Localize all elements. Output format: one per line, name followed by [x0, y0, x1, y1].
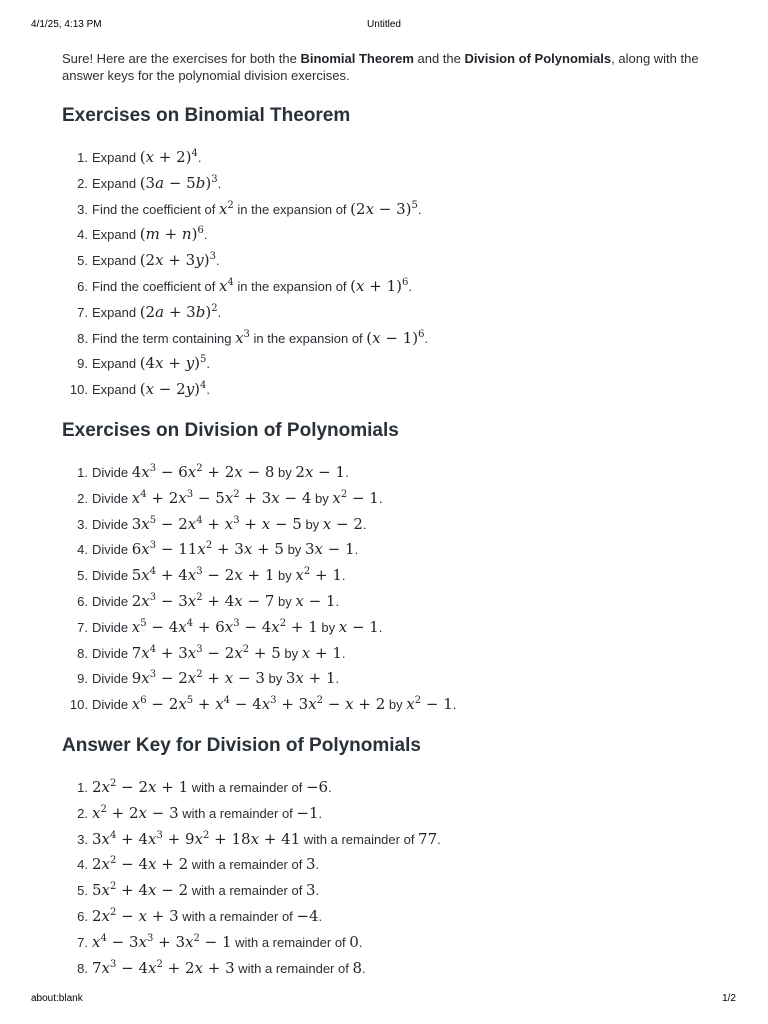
- item-text: in the expansion of: [249, 330, 367, 346]
- item-text: Divide: [92, 465, 132, 480]
- intro-text: , along with the answer keys for the polynomial division exercises.: [62, 51, 699, 83]
- math-expression: x − 1: [338, 617, 379, 636]
- item-text: by: [385, 697, 407, 713]
- list-item: [62, 351, 428, 377]
- math-expression: $(m + n)^6$: [139, 225, 204, 244]
- math-expression: $2x^2 - 2x + 1$: [92, 778, 189, 796]
- item-number: 8.: [77, 960, 88, 976]
- item-text: .: [217, 304, 222, 320]
- division-exercise-list: [62, 460, 456, 718]
- heading-division: Exercises on Division of Polynomials: [62, 420, 399, 441]
- math-expression: $(2x + 3y)^3$: [139, 251, 216, 270]
- item-text: Expand: [92, 382, 140, 398]
- document-page: [38, 44, 731, 984]
- list-item: [62, 852, 441, 878]
- item-text: .: [341, 568, 346, 584]
- math-expression: 0: [349, 932, 359, 951]
- print-header: [0, 19, 768, 33]
- math-expression: $x^2 + 2x - 3$: [92, 803, 179, 822]
- item-text: .: [354, 542, 359, 558]
- math-expression: $x^3$: [235, 328, 250, 347]
- math-expression: $7x^3 - 4x^2 + 2x + 3$: [92, 958, 235, 977]
- item-text: by: [311, 490, 333, 506]
- heading-binomial: Exercises on Binomial Theorem: [62, 105, 351, 126]
- math-expression: 8: [352, 958, 362, 977]
- list-item: [62, 775, 441, 801]
- item-text: by: [274, 568, 296, 584]
- item-text: .: [318, 908, 323, 924]
- item-text: Find the term containing: [92, 330, 236, 346]
- list-item: [62, 460, 456, 486]
- math-expression: −6: [305, 778, 329, 796]
- heading-answer-key: Answer Key for Division of Polynomials: [62, 735, 421, 756]
- item-text: with a remainder of: [231, 934, 350, 950]
- math-expression: $(x - 1)^6$: [366, 328, 425, 347]
- math-expression: 3: [305, 881, 316, 900]
- item-number: 5.: [77, 883, 88, 899]
- list-item: [62, 827, 441, 853]
- item-number: 4.: [77, 857, 88, 873]
- item-number: 4.: [77, 227, 88, 243]
- item-text: Find the coefficient of: [92, 278, 219, 294]
- list-item: [62, 274, 428, 300]
- item-text: .: [424, 330, 429, 346]
- item-text: Divide: [92, 516, 132, 532]
- item-text: .: [452, 697, 457, 713]
- item-text: Expand: [92, 304, 140, 320]
- math-expression: $x^4 + 2x^3 - 5x^2 + 3x - 4$: [131, 488, 312, 507]
- item-text: Divide: [92, 490, 132, 506]
- list-item: [62, 615, 456, 641]
- math-expression: $2x^3 - 3x^2 + 4x - 7$: [131, 591, 275, 610]
- list-item: [62, 563, 456, 589]
- item-text: .: [203, 227, 208, 243]
- document-content: [62, 44, 712, 977]
- item-text: with a remainder of: [188, 883, 306, 899]
- math-expression: $9x^3 - 2x^2 + x - 3$: [131, 669, 265, 688]
- answer-key-list: [62, 775, 441, 981]
- math-expression: $(x + 2)^4$: [139, 148, 198, 166]
- item-text: in the expansion of: [233, 201, 351, 217]
- math-expression: $(2x - 3)^5$: [350, 199, 418, 218]
- item-text: Divide: [92, 568, 132, 584]
- item-text: by: [274, 593, 296, 609]
- list-item: [62, 171, 428, 197]
- item-text: .: [362, 516, 367, 532]
- item-text: Find the coefficient of: [92, 201, 219, 217]
- list-item: [62, 326, 428, 352]
- item-text: by: [280, 645, 302, 661]
- list-item: [62, 197, 428, 223]
- item-text: in the expansion of: [233, 278, 351, 294]
- math-expression: −4: [296, 906, 319, 925]
- intro-bold-division: Division of Polynomials: [464, 51, 612, 66]
- math-expression: 3x + 1: [285, 669, 336, 688]
- math-expression: 3x − 1: [304, 540, 355, 559]
- item-text: with a remainder of: [178, 805, 297, 821]
- item-text: .: [206, 356, 211, 372]
- item-number: 2.: [77, 175, 88, 191]
- print-footer: [0, 993, 768, 1007]
- print-datetime: 4/1/25, 4:13 PM: [31, 19, 102, 30]
- item-number: 1.: [77, 150, 88, 165]
- intro-text: Sure! Here are the exercises for both the: [62, 51, 301, 66]
- item-text: with a remainder of: [178, 908, 297, 924]
- item-number: 7.: [77, 619, 88, 635]
- item-text: by: [274, 465, 296, 480]
- math-expression: $x^2 - 1$: [332, 488, 379, 507]
- math-expression: $5x^4 + 4x^3 - 2x + 1$: [131, 566, 275, 585]
- item-text: .: [345, 465, 349, 480]
- item-number: 4.: [77, 542, 88, 558]
- math-expression: $(x - 2y)^4$: [139, 380, 207, 399]
- item-number: 7.: [77, 934, 88, 950]
- item-text: .: [315, 883, 320, 899]
- math-expression: $5x^2 + 4x - 2$: [92, 881, 189, 900]
- item-text: by: [301, 516, 323, 532]
- list-item: [62, 300, 428, 326]
- item-text: .: [408, 278, 412, 294]
- list-item: [62, 878, 441, 904]
- math-expression: $x^4 - 3x^3 + 3x^2 - 1$: [92, 932, 232, 951]
- item-text: with a remainder of: [234, 960, 353, 976]
- list-item: [62, 641, 456, 667]
- intro-bold-binomial: Binomial Theorem: [300, 51, 414, 66]
- item-number: 10.: [69, 697, 88, 713]
- item-text: .: [318, 805, 323, 821]
- math-expression: $x^5 - 4x^4 + 6x^3 - 4x^2 + 1$: [131, 617, 318, 636]
- list-item: [62, 692, 456, 718]
- item-text: Expand: [92, 227, 140, 243]
- list-item: [62, 486, 456, 512]
- item-text: .: [362, 960, 366, 976]
- item-text: Expand: [92, 253, 140, 269]
- math-expression: $(x + 1)^6$: [350, 276, 409, 295]
- intro-paragraph: [62, 51, 712, 84]
- print-url: about:blank: [31, 993, 83, 1004]
- item-number: 1.: [77, 780, 88, 795]
- list-item: [62, 222, 428, 248]
- item-text: .: [378, 490, 383, 506]
- item-number: 6.: [77, 908, 88, 924]
- item-text: .: [378, 619, 383, 635]
- item-text: Divide: [92, 593, 132, 609]
- list-item: [62, 956, 441, 982]
- list-item: [62, 145, 428, 171]
- math-expression: x + 1: [301, 643, 342, 662]
- item-text: .: [335, 671, 340, 687]
- item-number: 1.: [77, 465, 88, 480]
- math-expression: x − 2: [322, 514, 363, 533]
- item-text: by: [264, 671, 286, 687]
- item-text: .: [217, 175, 222, 191]
- item-text: Divide: [92, 697, 132, 713]
- math-expression: $3x^4 + 4x^3 + 9x^2 + 18x + 41$: [92, 829, 301, 848]
- item-text: with a remainder of: [188, 780, 306, 795]
- item-text: Expand: [92, 175, 140, 191]
- math-expression: $(2a + 3b)^2$: [139, 302, 218, 321]
- item-text: with a remainder of: [188, 857, 306, 873]
- math-expression: $2x^2 - 4x + 2$: [92, 855, 189, 874]
- binomial-exercise-list: [62, 145, 428, 403]
- list-item: [62, 589, 456, 615]
- math-expression: $7x^4 + 3x^3 - 2x^2 + 5$: [131, 643, 281, 662]
- math-expression: $2x^2 - x + 3$: [92, 906, 179, 925]
- item-number: 2.: [77, 805, 88, 821]
- item-text: .: [328, 780, 332, 795]
- item-text: .: [437, 831, 441, 847]
- item-number: 9.: [77, 671, 88, 687]
- item-number: 2.: [77, 490, 88, 506]
- math-expression: 77: [418, 829, 438, 848]
- math-expression: 3: [305, 855, 316, 874]
- item-text: Divide: [92, 542, 132, 558]
- item-number: 5.: [77, 253, 88, 269]
- item-number: 7.: [77, 304, 88, 320]
- print-page-number: 1/2: [722, 993, 736, 1004]
- item-number: 8.: [77, 330, 88, 346]
- math-expression: $4x^3 - 6x^2 + 2x - 8$: [131, 463, 275, 481]
- math-expression: x − 1: [295, 591, 336, 610]
- item-text: Divide: [92, 671, 132, 687]
- math-expression: $6x^3 - 11x^2 + 3x + 5$: [131, 540, 284, 559]
- math-expression: $(4x + y)^5$: [139, 354, 207, 373]
- item-number: 9.: [77, 356, 88, 372]
- item-text: .: [335, 593, 340, 609]
- list-item: [62, 537, 456, 563]
- item-number: 8.: [77, 645, 88, 661]
- item-text: Divide: [92, 619, 132, 635]
- list-item: [62, 248, 428, 274]
- math-expression: $3x^5 - 2x^4 + x^3 + x - 5$: [131, 514, 302, 533]
- item-number: 3.: [77, 201, 88, 217]
- intro-text: and the: [413, 51, 465, 66]
- item-number: 6.: [77, 278, 88, 294]
- item-text: .: [197, 150, 202, 165]
- item-text: with a remainder of: [300, 831, 419, 847]
- math-expression: $x^2$: [218, 199, 234, 218]
- item-number: 5.: [77, 568, 88, 584]
- item-text: .: [215, 253, 220, 269]
- item-number: 3.: [77, 831, 88, 847]
- print-page-title: Untitled: [367, 19, 401, 30]
- item-text: Divide: [92, 645, 132, 661]
- list-item: [62, 377, 428, 403]
- item-text: .: [358, 934, 363, 950]
- item-text: Expand: [92, 150, 140, 165]
- item-number: 6.: [77, 593, 88, 609]
- item-number: 10.: [69, 382, 88, 398]
- math-expression: 2x − 1: [295, 463, 346, 481]
- item-text: .: [417, 201, 422, 217]
- item-text: by: [283, 542, 305, 558]
- math-expression: −1: [296, 803, 319, 822]
- list-item: [62, 801, 441, 827]
- item-text: .: [206, 382, 211, 398]
- list-item: [62, 666, 456, 692]
- math-expression: $x^2 + 1$: [295, 566, 342, 585]
- math-expression: $(3a - 5b)^3$: [139, 173, 218, 192]
- math-expression: $x^2 - 1$: [406, 695, 453, 714]
- list-item: [62, 930, 441, 956]
- math-expression: $x^6 - 2x^5 + x^4 - 4x^3 + 3x^2 - x + 2$: [131, 695, 386, 714]
- list-item: [62, 512, 456, 538]
- item-text: .: [315, 857, 320, 873]
- item-number: 3.: [77, 516, 88, 532]
- math-expression: $x^4$: [218, 276, 234, 295]
- item-text: by: [317, 619, 339, 635]
- item-text: .: [341, 645, 346, 661]
- list-item: [62, 904, 441, 930]
- item-text: Expand: [92, 356, 140, 372]
